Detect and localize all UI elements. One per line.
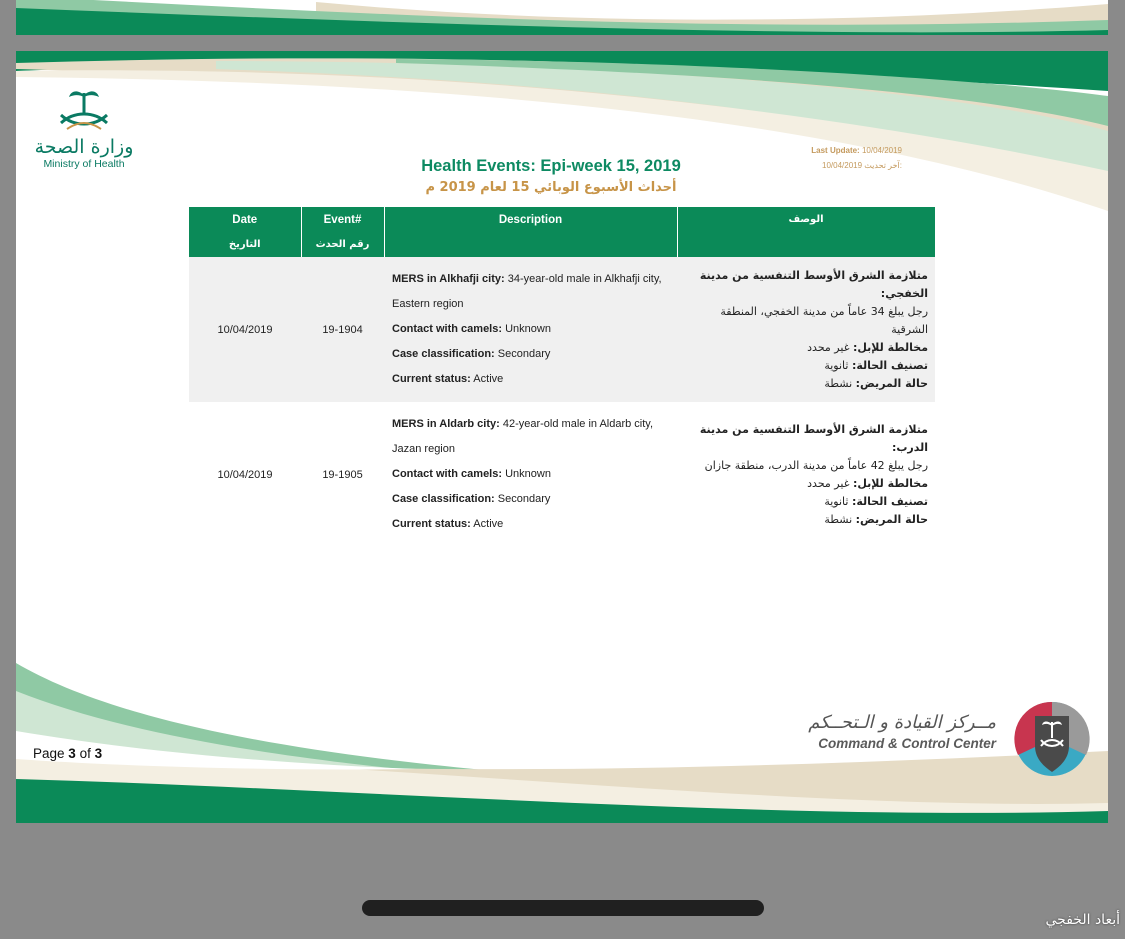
event-title-ar: متلازمة الشرق الأوسط التنفسية من مدينة الدرب:	[699, 422, 928, 454]
ministry-of-health-logo	[28, 89, 140, 170]
page-of: of	[79, 746, 91, 761]
status-label-ar: حالة المريض:	[855, 512, 928, 526]
contact-value-ar: غير محدد	[807, 340, 850, 354]
column-header-date-ar: التاريخ	[189, 232, 301, 257]
contact-value-ar: غير محدد	[807, 476, 850, 490]
classification-label: Case classification:	[392, 493, 495, 505]
report-title-arabic: أحداث الأسبوع الوبائي 15 لعام 2019 م	[425, 180, 677, 195]
page-current: 3	[68, 746, 76, 761]
event-date: 10/04/2019	[189, 402, 301, 547]
event-summary: 42-year-old male in Aldarb city, Jazan region	[392, 418, 654, 455]
page-label: Page	[33, 746, 65, 761]
event-title-ar: متلازمة الشرق الأوسط التنفسية من مدينة الخفجي:	[699, 268, 928, 300]
event-title: MERS in Aldarb city:	[392, 418, 500, 430]
event-number: 19-1904	[301, 257, 384, 402]
event-description-arabic	[677, 402, 935, 547]
contact-label-ar: مخالطة للإبل:	[852, 476, 928, 490]
contact-value: Unknown	[505, 323, 551, 335]
classification-value: Secondary	[497, 348, 551, 360]
home-indicator-bar[interactable]	[362, 900, 764, 916]
palm-swords-emblem-icon	[49, 89, 119, 131]
previous-page-fragment	[16, 0, 1108, 35]
classification-value: Secondary	[497, 493, 551, 505]
event-description-arabic	[677, 257, 935, 402]
document-page	[16, 51, 1108, 823]
status-value: Active	[473, 518, 504, 530]
table-row	[189, 402, 935, 547]
page-total: 3	[94, 746, 103, 761]
status-value-ar: نشطة	[824, 376, 853, 390]
last-update-date-ar: 10/04/2019	[822, 161, 863, 170]
table-row	[189, 257, 935, 402]
contact-label: Contact with camels:	[392, 468, 503, 480]
table-header-row-en	[189, 207, 935, 232]
status-label-ar: حالة المريض:	[855, 376, 928, 390]
contact-label-ar: مخالطة للإبل:	[852, 340, 928, 354]
status-value-ar: نشطة	[824, 512, 853, 526]
column-header-event: Event#	[301, 207, 384, 232]
column-header-description: Description	[384, 207, 677, 232]
page-number	[33, 746, 102, 761]
status-value: Active	[473, 373, 504, 385]
column-header-event-ar: رقم الحدث	[301, 232, 384, 257]
column-header-blank	[384, 232, 677, 257]
report-title-english: Health Events: Epi-week 15, 2019	[421, 157, 681, 175]
classification-label-ar: تصنيف الحالة:	[851, 358, 928, 372]
last-update-date: 10/04/2019	[861, 146, 902, 155]
report-title	[396, 155, 706, 199]
last-update-block	[776, 143, 902, 173]
event-description	[384, 257, 677, 402]
ccc-name-arabic: مــركز القيادة و الـتحــكم	[808, 712, 996, 733]
status-label: Current status:	[392, 518, 471, 530]
ccc-shield-badge-icon	[1013, 700, 1091, 778]
event-description	[384, 402, 677, 547]
health-events-table	[189, 207, 936, 547]
event-summary-ar: رجل يبلغ 42 عاماً من مدينة الدرب، منطقة جازان	[704, 458, 928, 472]
column-header-date: Date	[189, 207, 301, 232]
last-update-label: Last Update:	[811, 146, 860, 155]
event-title: MERS in Alkhafji city:	[392, 273, 505, 285]
command-control-center-logo	[796, 711, 996, 753]
ministry-name-arabic: وزارة الصحة	[34, 136, 134, 158]
event-date: 10/04/2019	[189, 257, 301, 402]
table-header-row-ar	[189, 232, 935, 257]
contact-label: Contact with camels:	[392, 323, 503, 335]
event-summary: 34-year-old male in Alkhafji city, Eastern region	[392, 273, 662, 310]
classification-label-ar: تصنيف الحالة:	[851, 494, 928, 508]
contact-value: Unknown	[505, 468, 551, 480]
previous-page-footer-waves	[16, 0, 1108, 35]
ccc-name-english: Command & Control Center	[818, 736, 996, 751]
watermark-text: أبعاد الخفجي	[1045, 912, 1120, 928]
classification-label: Case classification:	[392, 348, 495, 360]
event-number: 19-1905	[301, 402, 384, 547]
classification-value-ar: ثانوية	[824, 494, 849, 508]
column-header-description-ar: الوصف	[677, 207, 935, 232]
column-header-blank	[677, 232, 935, 257]
classification-value-ar: ثانوية	[824, 358, 849, 372]
ministry-name-english: Ministry of Health	[43, 158, 125, 170]
status-label: Current status:	[392, 373, 471, 385]
event-summary-ar: رجل يبلغ 34 عاماً من مدينة الخفجي، المنطقة الشرقية	[720, 304, 928, 336]
last-update-label-ar: آخر تحديث:	[864, 161, 902, 170]
